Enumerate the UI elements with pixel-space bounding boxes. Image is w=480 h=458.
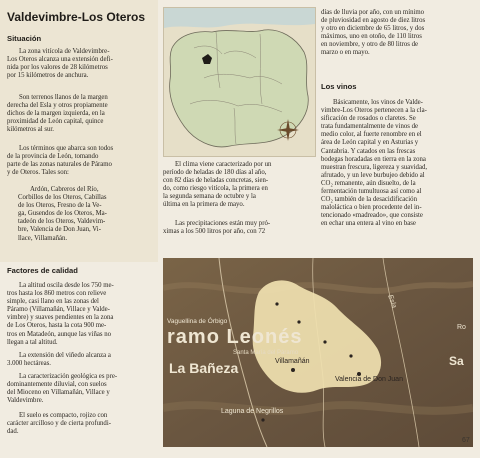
clima-para-2 <box>163 220 313 236</box>
zone-map <box>163 258 473 447</box>
text-line: proximidad de León capital, quince <box>7 118 104 126</box>
map-label-santa-maria: Santa María del Páramo <box>233 350 299 356</box>
text-line: Básicamente, los vinos de Valde- <box>333 99 423 106</box>
text-line: maloláctica o bien procedente del in- <box>321 204 422 212</box>
vinos-para <box>321 99 473 229</box>
town-dot <box>323 340 326 343</box>
section-title-situacion: Situación <box>7 34 42 43</box>
map-label-ro: Ro <box>457 324 466 331</box>
text-line: dominantemente diluvial, con suelos <box>7 381 107 389</box>
text-line: Cantabria. Y catados en las frescas <box>321 147 416 155</box>
text-line: vimbre) y suaves pendientes en la zona <box>7 314 114 322</box>
text-line: CO₂ remanente, aún disuelto, de la <box>321 179 416 187</box>
text-line: marzo o en mayo. <box>321 49 370 57</box>
map-label-paramo: ramo Leonés <box>167 326 303 348</box>
text-line: tros hasta los 860 metros con relieve <box>7 290 107 298</box>
text-line: Páramo (Villamañán, Villace y Valde- <box>7 306 110 314</box>
town-dot <box>291 368 295 372</box>
text-line: dichos de la margen izquierda, en la <box>7 110 105 118</box>
text-line: vimbre-Los Oteros pertenecen a la cla- <box>321 107 427 115</box>
section-title-vinos: Los vinos <box>321 82 357 91</box>
text-line: medio color, al fuerte renombre en el <box>321 131 422 139</box>
province-map-svg <box>164 8 315 156</box>
page-number: 67 <box>462 437 470 444</box>
text-line: en echar una entera al vino en base <box>321 220 416 228</box>
text-line: Los términos que abarca son todos <box>19 145 114 152</box>
text-line: La extensión del viñedo alcanza a <box>19 352 111 359</box>
factores-para-3 <box>7 373 152 405</box>
text-line: del Mioceno en Villamañán, Villace y <box>7 389 110 397</box>
text-line: dad. <box>7 428 19 436</box>
factores-para-2 <box>7 352 152 368</box>
text-line: fermentación tumultuosa así como al <box>321 188 422 196</box>
map-label-baneza: La Bañeza <box>169 360 239 376</box>
text-line: de la provincia de León, tomando <box>7 153 99 161</box>
text-line: llegan a tal altitud. <box>7 338 58 346</box>
town-dot <box>297 320 300 323</box>
town-dot <box>275 302 278 305</box>
page-title: Valdevimbre-Los Oteros <box>7 10 146 24</box>
text-line: última en la primera de mayo. <box>163 201 245 209</box>
text-line: de pluviosidad en agosto de diez litros <box>321 17 426 25</box>
text-line: la segunda semana de octubre y la <box>163 193 256 201</box>
text-line: La altitud oscila desde los 750 me- <box>19 282 114 289</box>
text-line: tencionado «madreado», que consiste <box>321 212 423 220</box>
text-line: con 82 días de heladas concretas, sien- <box>163 177 269 185</box>
text-line: La zona vitícola de Valdevimbre- <box>19 48 110 55</box>
text-line: por 15 kilómetros de anchura. <box>7 72 89 80</box>
text-line: de Los Oteros, hasta la cota 900 me- <box>7 322 107 330</box>
map-label-esla: Esla <box>386 293 398 310</box>
text-line: tros en Matadeón, aunque las viñas no <box>7 330 112 338</box>
text-line: ga, Gusendos de los Oteros, Ma- <box>18 210 107 218</box>
text-line: en noviembre, y otro de 80 litros de <box>321 41 419 49</box>
map-label-valencia: Valencia de Don Juan <box>335 376 403 383</box>
text-line: Son terrenos llanos de la margen <box>19 94 108 101</box>
text-line: kilómetros al sur. <box>7 126 55 134</box>
text-line: afrutado, y un leve burbujeo debido al <box>321 171 425 179</box>
town-dot <box>349 354 352 357</box>
situacion-para-1 <box>7 48 152 80</box>
map-label-sa: Sa <box>449 354 464 368</box>
text-line: ximas a los 500 litros por año, con 72 <box>163 228 266 236</box>
zone-map-svg <box>163 258 473 447</box>
text-line: parte de las zonas naturales de Páramo <box>7 161 112 169</box>
text-line: El clima viene caracterizado por un <box>175 161 272 168</box>
text-line: sificación de rosados o claretes. Se <box>321 115 416 123</box>
map-label-laguna: Laguna de Negrillos <box>221 408 284 415</box>
clima-para-3 <box>321 9 473 58</box>
text-line: y otro en diciembre de 65 litros, y dos <box>321 25 425 33</box>
factores-para-4 <box>7 412 152 436</box>
text-line: días de lluvia por año, con un mínimo <box>321 9 425 16</box>
text-line: y de Oteros. Tales son: <box>7 169 69 177</box>
text-line: El suelo es compacto, rojizo con <box>19 412 108 419</box>
text-line: muestran frescura, ligereza y suavidad, <box>321 163 428 171</box>
situacion-para-3 <box>7 145 152 177</box>
text-line: Las precipitaciones están muy pró- <box>175 220 271 227</box>
text-line: Los Oteros alcanza una extensión defi- <box>7 56 113 64</box>
map-label-vaguellina: Vaguellina de Órbigo <box>167 318 228 325</box>
text-line: derecha del Esla y otros propiamente <box>7 102 108 110</box>
text-line: do, como riesgo vitícola, la primera en <box>163 185 268 193</box>
text-line: Valdevimbre. <box>7 397 44 405</box>
text-line: de los Oteros, Fresno de la Ve- <box>18 202 102 210</box>
text-line: trata fundamentalmente de vinos de <box>321 123 419 131</box>
text-line: bre, Valencia de Don Juan, Vi- <box>18 226 101 234</box>
clima-para-1 <box>163 161 313 210</box>
text-line: bodegas horadadas en tierra en la zona <box>321 155 426 163</box>
town-dot <box>261 418 264 421</box>
text-line: área de León capital y en Asturias y <box>321 139 419 147</box>
text-line: tadeón de los Oteros, Valdevim- <box>18 218 106 226</box>
text-line: período de heladas de 180 días al año, <box>163 169 267 177</box>
text-line: 3.000 hectáreas. <box>7 360 51 368</box>
situacion-para-2 <box>7 94 152 134</box>
text-line: La caracterización geológica es pre- <box>19 373 118 380</box>
text-line: Corbillos de los Oteros, Cabillas <box>18 194 107 202</box>
text-line: CO₂ también de la desacidificación <box>321 196 417 204</box>
text-line: máximos, uno en otoño, de 110 litros <box>321 33 422 41</box>
section-title-factores: Factores de calidad <box>7 266 78 275</box>
text-line: llace, Villamañán. <box>18 234 68 242</box>
map-label-villamanan: Villamañán <box>275 358 310 365</box>
text-line: Ardón, Cabreros del Río, <box>30 186 99 193</box>
province-map <box>163 7 316 157</box>
text-line: nida por los valores de 28 kilómetros <box>7 64 108 72</box>
text-line: simple, casi llano en las zonas del <box>7 298 99 306</box>
factores-para-1 <box>7 282 152 347</box>
town-list <box>18 186 148 243</box>
text-line: carácter arcilloso y de cierta profundi- <box>7 420 111 428</box>
